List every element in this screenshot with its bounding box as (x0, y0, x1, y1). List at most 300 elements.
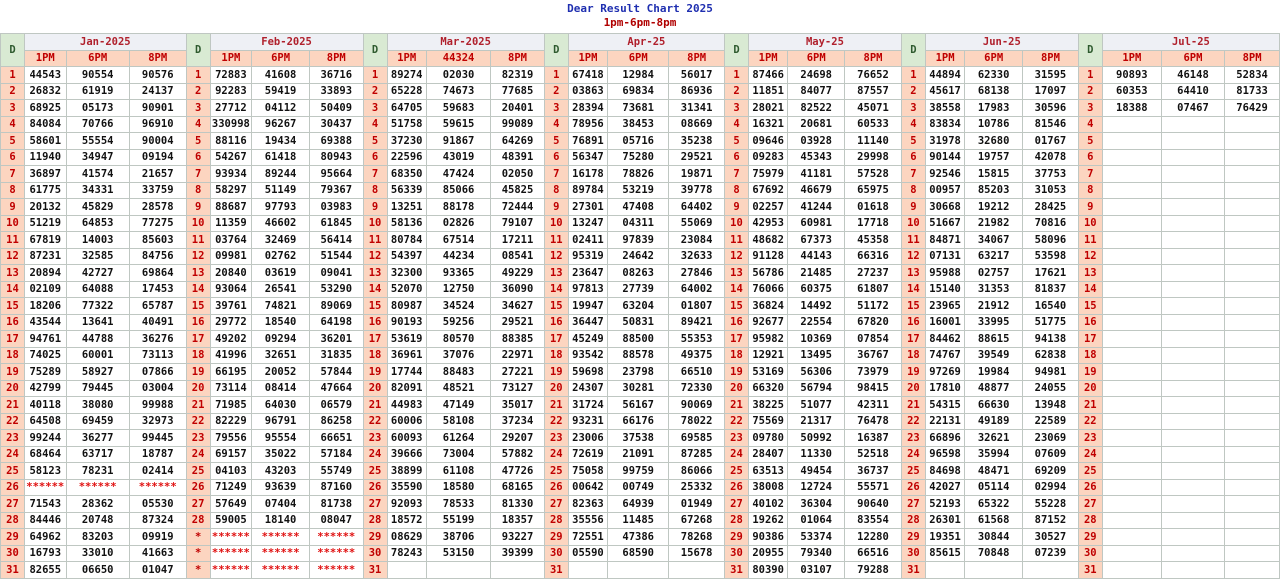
result-cell: 20132 (25, 199, 66, 216)
day-number: 1 (1078, 67, 1102, 84)
result-cell: 72619 (568, 446, 607, 463)
day-number: 13 (901, 265, 925, 282)
result-cell: 13495 (788, 347, 845, 364)
result-cell: 87152 (1023, 512, 1079, 529)
day-number: 10 (1, 215, 25, 232)
result-cell: 24642 (608, 248, 669, 265)
result-cell (1102, 529, 1161, 546)
day-number: 13 (1, 265, 25, 282)
result-cell: 42953 (748, 215, 787, 232)
result-cell: 63513 (748, 463, 787, 480)
day-number: 8 (901, 182, 925, 199)
result-cell: 58927 (66, 364, 129, 381)
result-cell: 56414 (310, 232, 364, 249)
result-cell: 90640 (845, 496, 902, 513)
result-cell (1102, 116, 1161, 133)
result-cell: 48877 (965, 380, 1023, 397)
result-cell: 97839 (608, 232, 669, 249)
result-cell: 18540 (252, 314, 310, 331)
result-cell (1023, 562, 1079, 579)
chart-subtitle: 1pm-6pm-8pm (603, 16, 677, 29)
time-header: 8PM (1023, 50, 1079, 67)
result-cell: 58108 (426, 413, 490, 430)
result-cell: 55571 (845, 479, 902, 496)
day-number: 20 (363, 380, 387, 397)
result-cell: 90004 (129, 133, 186, 150)
result-cell: 27712 (210, 100, 251, 117)
result-cell: 69388 (310, 133, 364, 150)
result-cell: 89421 (669, 314, 725, 331)
day-column-header: D (186, 34, 210, 67)
result-cell: 27739 (608, 281, 669, 298)
result-cell: 90554 (66, 67, 129, 84)
result-cell: 07131 (925, 248, 964, 265)
result-cell: 61264 (426, 430, 490, 447)
day-number: 7 (1, 166, 25, 183)
result-cell: 34627 (491, 298, 545, 315)
day-number: 23 (1, 430, 25, 447)
result-cell: 56167 (608, 397, 669, 414)
result-cell: 40491 (129, 314, 186, 331)
result-cell: 45358 (845, 232, 902, 249)
result-cell (1161, 199, 1224, 216)
result-cell: 61108 (426, 463, 490, 480)
result-cell: 69459 (66, 413, 129, 430)
result-cell: 78826 (608, 166, 669, 183)
result-cell: 67514 (426, 232, 490, 249)
result-cell: ****** (210, 545, 251, 562)
result-cell: 05114 (965, 479, 1023, 496)
result-cell: 39761 (210, 298, 251, 315)
result-cell: 01767 (1023, 133, 1079, 150)
result-cell: 03863 (568, 83, 607, 100)
result-cell (1225, 562, 1280, 579)
result-cell: 73979 (845, 364, 902, 381)
result-cell: 61807 (845, 281, 902, 298)
day-number: 6 (544, 149, 568, 166)
result-cell: 16001 (925, 314, 964, 331)
result-cell: 56794 (788, 380, 845, 397)
day-number: 26 (186, 479, 210, 496)
day-column-header: D (724, 34, 748, 67)
day-number: 18 (186, 347, 210, 364)
result-cell: 70766 (66, 116, 129, 133)
result-cell: 04311 (608, 215, 669, 232)
day-number: 21 (363, 397, 387, 414)
day-column-header: D (901, 34, 925, 67)
result-cell: 30527 (1023, 529, 1079, 546)
result-cell (1102, 364, 1161, 381)
day-number: 28 (186, 512, 210, 529)
result-cell: 83203 (66, 529, 129, 546)
result-cell: 47726 (491, 463, 545, 480)
result-cell: 38558 (925, 100, 964, 117)
result-cell (1161, 562, 1224, 579)
result-cell: 28425 (1023, 199, 1079, 216)
result-cell: 51077 (788, 397, 845, 414)
result-cell: 56786 (748, 265, 787, 282)
result-cell: 32633 (669, 248, 725, 265)
result-cell: 32973 (129, 413, 186, 430)
result-cell: 32585 (66, 248, 129, 265)
result-cell: 32300 (387, 265, 426, 282)
result-cell: 64705 (387, 100, 426, 117)
result-cell: 65322 (965, 496, 1023, 513)
result-cell: 02411 (568, 232, 607, 249)
result-cell: 49454 (788, 463, 845, 480)
day-number: 18 (1078, 347, 1102, 364)
result-cell: 53150 (426, 545, 490, 562)
result-cell: 27221 (491, 364, 545, 381)
result-cell: 08541 (491, 248, 545, 265)
result-cell: 89069 (310, 298, 364, 315)
result-cell: 86936 (669, 83, 725, 100)
result-cell (1161, 166, 1224, 183)
result-cell: 19351 (925, 529, 964, 546)
result-cell: 01047 (129, 562, 186, 579)
result-cell: 67820 (845, 314, 902, 331)
result-cell: 72551 (568, 529, 607, 546)
result-cell: 93227 (491, 529, 545, 546)
result-cell: 51775 (1023, 314, 1079, 331)
day-number: 14 (1078, 281, 1102, 298)
result-cell (1102, 463, 1161, 480)
result-cell: 36201 (310, 331, 364, 348)
day-number: 4 (1, 116, 25, 133)
day-number: 18 (724, 347, 748, 364)
day-number: 23 (724, 430, 748, 447)
result-cell: 60093 (387, 430, 426, 447)
day-number: 2 (363, 83, 387, 100)
day-number: 3 (724, 100, 748, 117)
day-number: 22 (544, 413, 568, 430)
day-number: 8 (363, 182, 387, 199)
day-number: 27 (1, 496, 25, 513)
time-header: 8PM (491, 50, 545, 67)
day-number: 3 (363, 100, 387, 117)
day-number: 2 (724, 83, 748, 100)
result-cell (608, 562, 669, 579)
time-header: 1PM (1102, 50, 1161, 67)
result-cell: 31341 (669, 100, 725, 117)
result-cell: 07609 (1023, 446, 1079, 463)
day-number: 26 (544, 479, 568, 496)
result-cell: 24137 (129, 83, 186, 100)
day-number: 20 (901, 380, 925, 397)
day-number: 17 (186, 331, 210, 348)
day-number: 21 (544, 397, 568, 414)
result-cell: 78243 (387, 545, 426, 562)
day-number: 7 (363, 166, 387, 183)
day-number: 13 (1078, 265, 1102, 282)
result-cell: 48471 (965, 463, 1023, 480)
result-chart-table (0, 33, 1280, 579)
result-cell: 51149 (252, 182, 310, 199)
day-number: 24 (724, 446, 748, 463)
result-cell: 03928 (788, 133, 845, 150)
day-number: 21 (1, 397, 25, 414)
result-cell: 58136 (387, 215, 426, 232)
result-cell: 72883 (210, 67, 251, 84)
result-cell: 90893 (1102, 67, 1161, 84)
day-number: 14 (544, 281, 568, 298)
result-cell (1102, 298, 1161, 315)
result-cell: 30437 (310, 116, 364, 133)
day-number: 2 (1, 83, 25, 100)
result-cell: 65975 (845, 182, 902, 199)
day-number: 7 (544, 166, 568, 183)
day-number: 12 (1, 248, 25, 265)
day-number: 30 (544, 545, 568, 562)
result-cell (1225, 133, 1280, 150)
day-number: 18 (363, 347, 387, 364)
result-cell: 68590 (608, 545, 669, 562)
day-number: 21 (724, 397, 748, 414)
result-cell: 64962 (25, 529, 66, 546)
time-header: 6PM (608, 50, 669, 67)
result-cell: 04103 (210, 463, 251, 480)
time-header: 1PM (568, 50, 607, 67)
result-cell: 17983 (965, 100, 1023, 117)
result-cell: 19947 (568, 298, 607, 315)
result-cell: 59419 (252, 83, 310, 100)
day-number: 16 (1078, 314, 1102, 331)
day-number: 4 (724, 116, 748, 133)
result-cell: 36447 (568, 314, 607, 331)
table-row (1, 496, 1280, 513)
day-number: 10 (363, 215, 387, 232)
result-cell: 00957 (925, 182, 964, 199)
table-row (1, 463, 1280, 480)
time-header: 6PM (788, 50, 845, 67)
day-number: 17 (1, 331, 25, 348)
day-number: 10 (544, 215, 568, 232)
result-cell: 64269 (491, 133, 545, 150)
day-number: 4 (1078, 116, 1102, 133)
time-header: 1PM (387, 50, 426, 67)
result-cell: 03764 (210, 232, 251, 249)
result-cell: 49202 (210, 331, 251, 348)
result-cell: 36716 (310, 67, 364, 84)
result-cell: 77275 (129, 215, 186, 232)
time-header: 1PM (748, 50, 787, 67)
result-cell: 07854 (845, 331, 902, 348)
result-cell: 20052 (252, 364, 310, 381)
result-cell: 31835 (310, 347, 364, 364)
result-cell: 16387 (845, 430, 902, 447)
day-number: 4 (544, 116, 568, 133)
result-cell: 22596 (387, 149, 426, 166)
result-cell: 05590 (568, 545, 607, 562)
result-cell: 84756 (129, 248, 186, 265)
result-cell: 39778 (669, 182, 725, 199)
result-cell: 57184 (310, 446, 364, 463)
result-cell: 67373 (788, 232, 845, 249)
result-cell: 72330 (669, 380, 725, 397)
result-cell: 99988 (129, 397, 186, 414)
result-cell: 03619 (252, 265, 310, 282)
result-cell: 86066 (669, 463, 725, 480)
result-cell: 62838 (1023, 347, 1079, 364)
result-cell: 30668 (925, 199, 964, 216)
result-cell: 41574 (66, 166, 129, 183)
result-cell: 36277 (66, 430, 129, 447)
result-cell: 84871 (925, 232, 964, 249)
result-cell: 56017 (669, 67, 725, 84)
result-cell: 00642 (568, 479, 607, 496)
day-number: 6 (363, 149, 387, 166)
day-number: 19 (1078, 364, 1102, 381)
result-cell (1161, 397, 1224, 414)
result-cell: 31353 (965, 281, 1023, 298)
result-cell: 33010 (66, 545, 129, 562)
result-cell: 87324 (129, 512, 186, 529)
result-cell: 94761 (25, 331, 66, 348)
day-number: 18 (901, 347, 925, 364)
day-number: 18 (544, 347, 568, 364)
result-cell: 68925 (25, 100, 66, 117)
day-number: 5 (901, 133, 925, 150)
result-cell: 36090 (491, 281, 545, 298)
result-cell: 84446 (25, 512, 66, 529)
result-cell: 23006 (568, 430, 607, 447)
result-cell: 84084 (25, 116, 66, 133)
result-cell (1161, 364, 1224, 381)
result-cell: 46148 (1161, 67, 1224, 84)
result-cell: 26832 (25, 83, 66, 100)
result-cell: 92546 (925, 166, 964, 183)
day-number: 16 (724, 314, 748, 331)
time-header: 8PM (129, 50, 186, 67)
result-cell (1225, 380, 1280, 397)
table-row (1, 232, 1280, 249)
day-number: 10 (724, 215, 748, 232)
result-cell: 81546 (1023, 116, 1079, 133)
result-cell: 64002 (669, 281, 725, 298)
result-cell: 44983 (387, 397, 426, 414)
day-number: 3 (1, 100, 25, 117)
result-cell (1225, 496, 1280, 513)
result-cell: 90069 (669, 397, 725, 414)
result-cell: 69864 (129, 265, 186, 282)
result-cell: 67819 (25, 232, 66, 249)
result-cell: 02762 (252, 248, 310, 265)
result-cell: 01807 (669, 298, 725, 315)
result-cell: 44543 (25, 67, 66, 84)
result-cell: 57649 (210, 496, 251, 513)
result-cell: 35017 (491, 397, 545, 414)
day-number: 10 (186, 215, 210, 232)
result-cell: 74025 (25, 347, 66, 364)
time-header: 8PM (669, 50, 725, 67)
result-cell: 65228 (387, 83, 426, 100)
result-cell: 93639 (252, 479, 310, 496)
result-cell: 79288 (845, 562, 902, 579)
result-cell: 18206 (25, 298, 66, 315)
result-cell: 25332 (669, 479, 725, 496)
result-cell: 66516 (845, 545, 902, 562)
result-cell: 07467 (1161, 100, 1224, 117)
day-number: 15 (186, 298, 210, 315)
day-number: 1 (901, 67, 925, 84)
result-cell: ****** (252, 562, 310, 579)
result-cell: 97813 (568, 281, 607, 298)
result-cell: 53219 (608, 182, 669, 199)
result-cell: 57882 (491, 446, 545, 463)
result-cell: 80987 (387, 298, 426, 315)
result-cell: 64402 (669, 199, 725, 216)
result-cell (1102, 215, 1161, 232)
result-cell: 21485 (788, 265, 845, 282)
day-number: 17 (901, 331, 925, 348)
result-cell (1225, 529, 1280, 546)
result-cell: 51667 (925, 215, 964, 232)
result-cell: ****** (210, 562, 251, 579)
result-cell: 58297 (210, 182, 251, 199)
result-cell: 27301 (568, 199, 607, 216)
result-cell (1225, 347, 1280, 364)
result-cell: 31724 (568, 397, 607, 414)
result-cell: 64088 (66, 281, 129, 298)
day-number: 23 (901, 430, 925, 447)
result-cell: 57844 (310, 364, 364, 381)
day-number: 15 (363, 298, 387, 315)
table-row (1, 529, 1280, 546)
result-cell (1225, 248, 1280, 265)
day-column-header: D (544, 34, 568, 67)
result-cell: 48682 (748, 232, 787, 249)
result-cell: 30281 (608, 380, 669, 397)
day-number: 3 (1078, 100, 1102, 117)
result-cell: 64508 (25, 413, 66, 430)
result-cell (1225, 364, 1280, 381)
day-number: 25 (1078, 463, 1102, 480)
result-cell: 81837 (1023, 281, 1079, 298)
result-cell: 88500 (608, 331, 669, 348)
day-number: 6 (901, 149, 925, 166)
result-cell: 95988 (925, 265, 964, 282)
result-cell: 48391 (491, 149, 545, 166)
result-cell: 59698 (568, 364, 607, 381)
time-header: 1PM (25, 50, 66, 67)
result-cell: 39549 (965, 347, 1023, 364)
result-cell: 53374 (788, 529, 845, 546)
result-cell: 35994 (965, 446, 1023, 463)
day-number: 30 (901, 545, 925, 562)
result-cell: 66651 (310, 430, 364, 447)
result-cell: 28021 (748, 100, 787, 117)
time-header: 8PM (310, 50, 364, 67)
month-header: Jun-25 (925, 34, 1078, 51)
result-cell (1161, 529, 1224, 546)
result-cell: 46679 (788, 182, 845, 199)
result-cell: 18580 (426, 479, 490, 496)
result-cell: 19212 (965, 199, 1023, 216)
result-cell: 91867 (426, 133, 490, 150)
result-cell: 78533 (426, 496, 490, 513)
result-cell: ****** (252, 545, 310, 562)
day-number: 24 (1078, 446, 1102, 463)
result-cell: ****** (129, 479, 186, 496)
result-cell: 60981 (788, 215, 845, 232)
result-cell (1161, 281, 1224, 298)
result-cell (1225, 298, 1280, 315)
result-cell: 47664 (310, 380, 364, 397)
result-cell (1225, 116, 1280, 133)
result-cell: 41663 (129, 545, 186, 562)
result-cell: 31053 (1023, 182, 1079, 199)
result-cell: 66195 (210, 364, 251, 381)
